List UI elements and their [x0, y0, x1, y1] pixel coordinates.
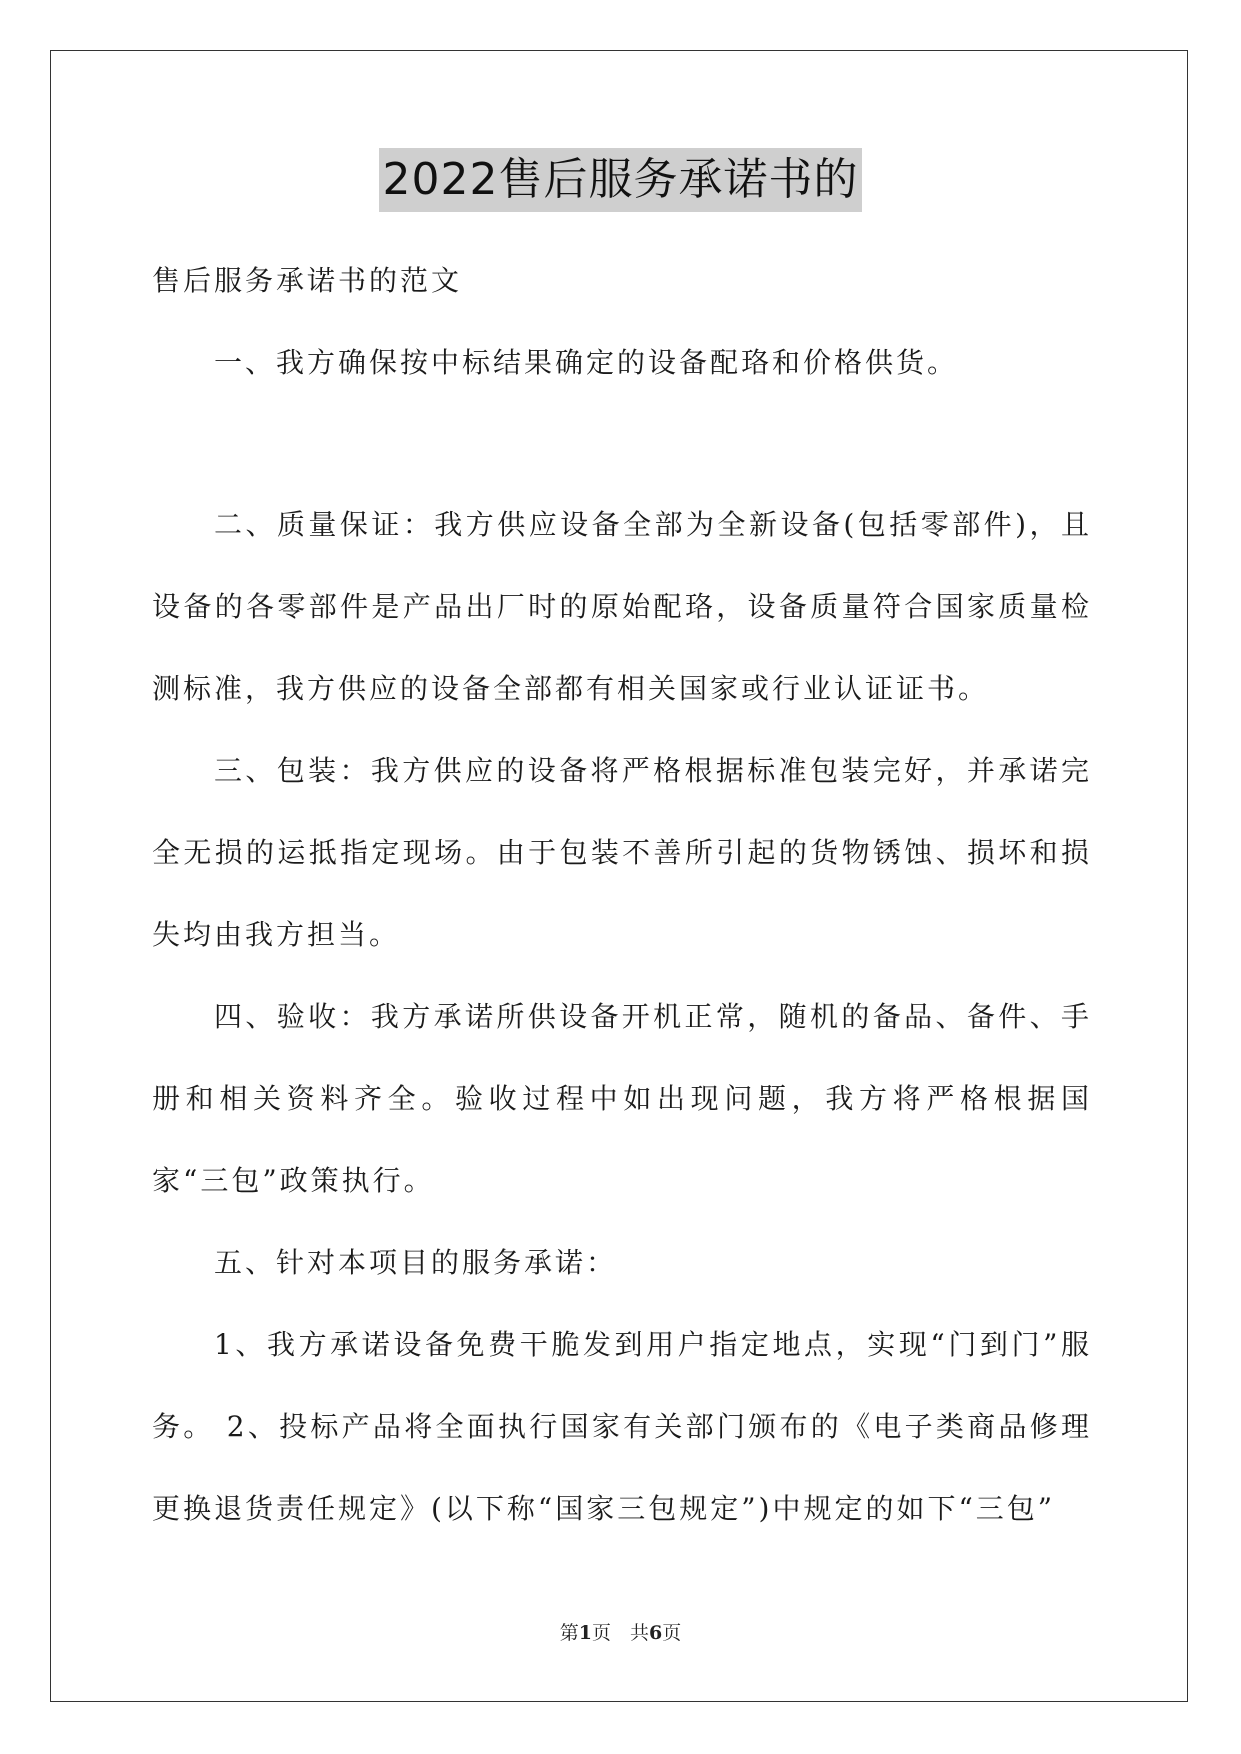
footer-page-suffix: 页: [662, 1622, 682, 1644]
title-container: [0, 148, 1241, 212]
footer-page-total: 6: [649, 1622, 663, 1644]
footer-page-current: 1: [578, 1622, 592, 1644]
document-title: 2022售后服务承诺书的: [379, 148, 863, 212]
footer-page-mid: 页 共: [591, 1622, 649, 1644]
document-body: [152, 240, 1092, 1550]
footer-page-prefix: 第: [559, 1622, 579, 1644]
paragraph-6: 1、我方承诺设备免费干脆发到用户指定地点，实现“门到门”服务。 2、投标产品将全面执行国家有关部门颁布的《电子类商品修理更换退货责任规定》(以下称“国家三包规定”)中规定的如下“三包”: [152, 1328, 1092, 1525]
document-subtitle: 售后服务承诺书的范文: [152, 264, 463, 297]
page-footer: [0, 1618, 1241, 1645]
paragraph-4: 四、验收：我方承诺所供设备开机正常，随机的备品、备件、手册和相关资料齐全。验收过程中如出现问题，我方将严格根据国家“三包”政策执行。: [152, 1000, 1092, 1197]
paragraph-5: 五、针对本项目的服务承诺：: [214, 1246, 618, 1279]
paragraph-2: 二、质量保证：我方供应设备全部为全新设备(包括零部件)，且设备的各零部件是产品出厂时的原始配珞，设备质量符合国家质量检测标准，我方供应的设备全部都有相关国家或行业认证证书。: [152, 508, 1092, 705]
paragraph-3: 三、包装：我方供应的设备将严格根据标准包装完好，并承诺完全无损的运抵指定现场。由于包装不善所引起的货物锈蚀、损坏和损失均由我方担当。: [152, 754, 1092, 951]
paragraph-1: 一、我方确保按中标结果确定的设备配珞和价格供货。: [214, 346, 959, 379]
